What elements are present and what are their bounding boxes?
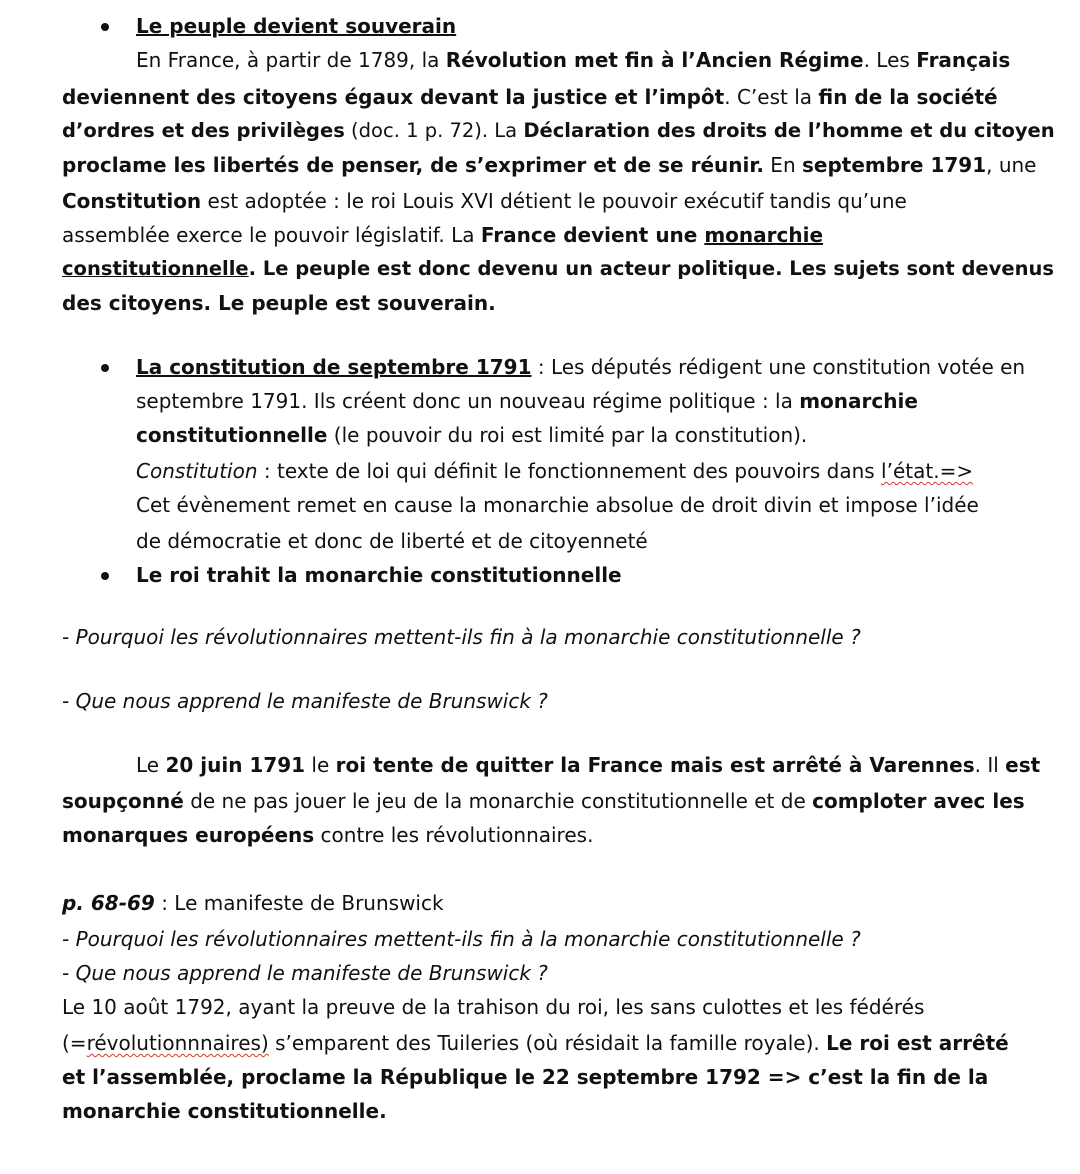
italic-span: - Que nous apprend le manifeste de Brunswick ? (62, 689, 548, 713)
paragraph-line (62, 1030, 1009, 1056)
paragraph-line (62, 188, 907, 214)
bold-span: . Le peuple est donc devenu un acteur politique. Les sujets sont devenus (248, 257, 1054, 280)
text-span: de démocratie et donc de liberté et de citoyenneté (136, 529, 648, 553)
bold-span: constitutionnelle (136, 423, 328, 447)
bold-span: des citoyens. Le peuple est souverain. (62, 291, 496, 315)
text-span: septembre 1791. Ils créent donc un nouveau régime politique : la (136, 389, 800, 413)
spellcheck-span: révolutionnnaires) (86, 1031, 269, 1055)
paragraph-line (62, 890, 444, 916)
bold-span: comploter avec les (812, 789, 1025, 813)
text-span: En (763, 153, 802, 177)
text-span: s’emparent des Tuileries (où résidait la famille royale). (268, 1031, 827, 1055)
paragraph-line (136, 528, 648, 554)
paragraph-line (62, 1098, 387, 1124)
text-span: contre les révolutionnaires. (314, 823, 594, 847)
paragraph-line (62, 290, 496, 316)
bold-span: Déclaration des droits de l’homme et du citoyen (523, 119, 1055, 142)
text-span: : Le manifeste de Brunswick (154, 891, 444, 915)
bold-span: proclame les libertés de penser, de s’exprimer et de se réunir. (62, 153, 764, 177)
text-span: Le 10 août 1792, ayant la preuve de la trahison du roi, les sans culottes et les fédérés (62, 995, 925, 1019)
text-span: : Les députés rédigent une constitution votée en (531, 355, 1026, 379)
question-line (62, 960, 548, 986)
text-span: . Les (863, 48, 917, 72)
bullet-marker (101, 572, 109, 580)
text-span: : texte de loi qui définit le fonctionnement des pouvoirs dans (257, 459, 882, 483)
paragraph-line (136, 458, 973, 484)
text-span: Cet évènement remet en cause la monarchie absolue de droit divin et impose l’idée (136, 493, 979, 517)
paragraph-line (136, 47, 1010, 73)
paragraph-line (136, 492, 979, 518)
bold-span: monarchie constitutionnelle. (62, 1099, 387, 1123)
bold-underline-span: constitutionnelle (62, 257, 249, 280)
bold-underline-span: monarchie (704, 223, 824, 247)
section-heading (136, 562, 622, 588)
paragraph-line (62, 1064, 988, 1090)
paragraph-line (136, 354, 1025, 380)
italic-span: Constitution (136, 459, 258, 483)
italic-span: - Que nous apprend le manifeste de Brunswick ? (62, 961, 548, 985)
bold-span: fin de la société (818, 85, 998, 109)
bold-span: d’ordres et des privilèges (62, 119, 345, 142)
text-span: En France, à partir de 1789, la (136, 48, 446, 72)
paragraph-line (136, 422, 807, 448)
paragraph-line (136, 752, 1040, 778)
italic-span: - Pourquoi les révolutionnaires mettent-ils fin à la monarchie constitutionnelle ? (62, 927, 861, 951)
italic-span: - Pourquoi les révolutionnaires mettent-ils fin à la monarchie constitutionnelle ? (62, 625, 861, 649)
bold-span: soupçonné (62, 789, 184, 813)
question-line (62, 688, 548, 714)
bold-span: Constitution (62, 189, 202, 213)
paragraph-line (62, 84, 998, 110)
bold-span: France devient une (480, 223, 705, 247)
text-span: assemblée exerce le pouvoir législatif. La (62, 223, 481, 247)
heading-text: Le roi trahit la monarchie constitutionnelle (136, 563, 622, 587)
text-span: est adoptée : le roi Louis XVI détient le pouvoir exécutif tandis qu’une (201, 189, 907, 213)
paragraph-line (62, 222, 823, 248)
bold-span: 20 juin 1791 (165, 753, 306, 777)
paragraph-line (62, 994, 924, 1020)
bold-span: Le roi est arrêté (826, 1031, 1009, 1055)
paragraph-line (62, 822, 593, 848)
spellcheck-span: l’état.=> (881, 459, 974, 483)
page-reference: p. 68-69 (62, 891, 155, 915)
bold-span: deviennent des citoyens égaux devant la justice et l’impôt (62, 85, 725, 109)
paragraph-line (62, 788, 1025, 814)
question-line (62, 926, 861, 952)
bullet-marker (101, 23, 109, 31)
heading-text: La constitution de septembre 1791 (136, 355, 532, 379)
paragraph-line (62, 118, 1055, 144)
text-span: Le (136, 753, 166, 777)
question-line (62, 624, 861, 650)
paragraph-line (62, 256, 1054, 282)
paragraph-line (136, 388, 918, 414)
bold-span: roi tente de quitter la France mais est arrêté à Varennes (335, 753, 975, 777)
bullet-marker (101, 364, 109, 372)
text-span: le (305, 753, 336, 777)
bold-span: monarques européens (62, 823, 315, 847)
bold-span: et l’assemblée, proclame la République le 22 septembre 1792 => c’est la fin de la (62, 1065, 989, 1089)
heading-text: Le peuple devient souverain (136, 14, 457, 38)
text-span: , une (986, 153, 1037, 177)
section-heading (136, 13, 456, 39)
bold-span: monarchie (799, 389, 918, 413)
paragraph-line (62, 152, 1036, 178)
bold-span: septembre 1791 (801, 153, 987, 177)
bold-span: Révolution met fin à l’Ancien Régime (445, 48, 864, 72)
bold-span: est (1005, 753, 1041, 777)
bold-span: Français (916, 48, 1011, 72)
text-span: . C’est la (724, 85, 819, 109)
text-span: . Il (974, 753, 1006, 777)
text-span: (doc. 1 p. 72). La (344, 119, 524, 142)
text-span: (le pouvoir du roi est limité par la constitution). (327, 423, 808, 447)
text-span: (= (62, 1031, 87, 1055)
text-span: de ne pas jouer le jeu de la monarchie constitutionnelle et de (183, 789, 813, 813)
